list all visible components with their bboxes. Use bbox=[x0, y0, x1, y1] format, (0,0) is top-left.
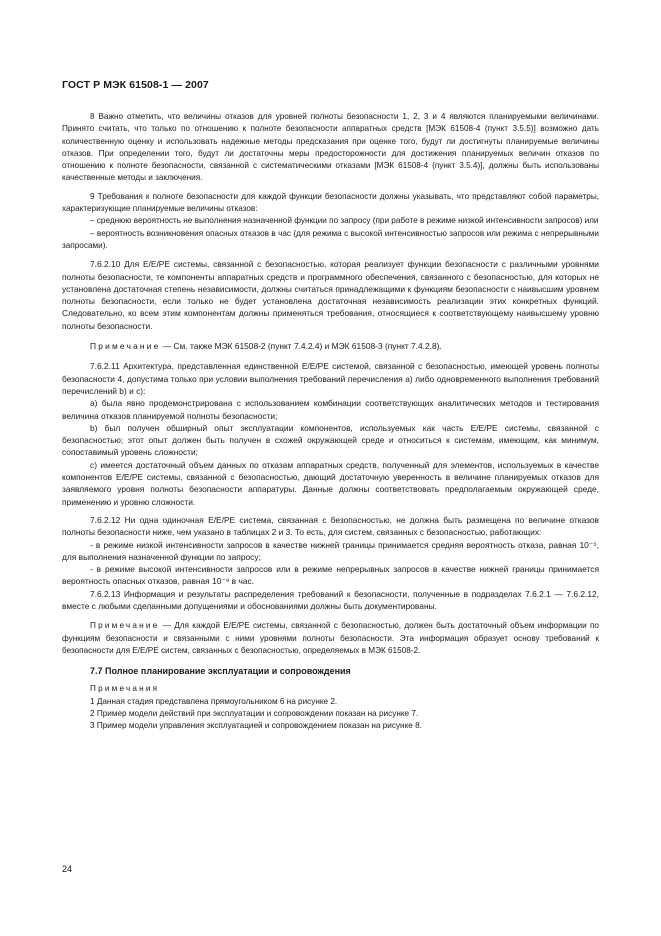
section-heading-7-7: 7.7 Полное планирование эксплуатации и сопровождения bbox=[90, 666, 351, 677]
note-2-text: — Для каждой Е/Е/РЕ системы, связанной с безопасностью, должен быть достаточный объем информации по функциям безопасности и связанными с ними уровнями полноты безопасности. Эта информация образует основу требований к безопасности для Е/Е/РЕ систем, связанных с безопасностью, определяемых в МЭК 61508-2. bbox=[62, 621, 599, 655]
notes-title: Примечания bbox=[90, 684, 160, 694]
paragraph-7-6-2-10: 7.6.2.10 Для Е/Е/РЕ системы, связанной с безопасностью, которая реализует функции безопасности с различными уровнями полноты безопасности, те компоненты аппаратных средств и программного обеспечения, связанного с безопасностью, для которых не установлена достаточная степень независимости, должны считаться принадлежащими к функциям безопасности с наивысшим уровнем полноты безопасности, если только не будет установлена достаточная независимость реализации этих конкретных функций. Следовательно, ко всем этим компонентам должны применяться требования, относящиеся к соответствующему наивысшему уровню полноты безопасности. bbox=[62, 259, 599, 331]
note-2-label: Примечание bbox=[90, 621, 160, 631]
paragraph-7-6-2-11-item-b: b) был получен обширный опыт эксплуатации компонентов, используемых как часть Е/Е/РЕ системы, связанной с безопасностью; этот опыт должен быть получен в схожей окружающей среде и относиться к системам, имеющим, как минимум, сопоставимый уровень сложности; bbox=[62, 422, 599, 458]
note-1-text: — См. также МЭК 61508-2 (пункт 7.4.2.4) и МЭК 61508-3 (пункт 7.4.2.8). bbox=[160, 341, 442, 352]
paragraph-note-9-item-a: – среднюю вероятность не выполнения назначенной функции по запросу (при работе в режиме низкой интенсивности запросов) или bbox=[90, 216, 599, 226]
note-item-3: 3 Пример модели управления эксплуатацией и сопровождением показан на рисунке 8. bbox=[90, 721, 422, 731]
paragraph-7-6-2-11-item-c: с) имеется достаточный объем данных по отказам аппаратных средств, полученный для элементов, используемых в качестве компонентов Е/Е/РЕ системы, связанной с безопасностью, дающий достаточную уверенность в величине планируемых отказов для заявляемого уровня полноты безопасности аппаратуры. Данные должны соответствовать предполагаемым окружающей среде, применению и уровню сложности. bbox=[62, 459, 599, 507]
page-number: 24 bbox=[62, 864, 73, 874]
paragraph-note-9: 9 Требования к полноте безопасности для каждой функции безопасности должны указывать, что представляют собой параметры, характеризующие планируемые величины отказов: bbox=[62, 191, 599, 214]
note-1 bbox=[62, 340, 599, 352]
paragraph-7-6-2-12-item-a: - в режиме низкой интенсивности запросов в качестве нижней границы принимается средняя вероятность отказа, равная 10⁻⁵, для выполнения назначенной функции по запросу; bbox=[62, 539, 599, 562]
paragraph-7-6-2-11: 7.6.2.11 Архитектура, представленная единственной Е/Е/РЕ системой, связанной с безопасностью, имеющей уровень полноты безопасности 4, допустима только при условии выполнения требований перечисления а) либо одновременного выполнения требований перечислений b) и с): bbox=[62, 361, 599, 396]
note-1-label: Примечание bbox=[90, 341, 161, 352]
paragraph-note-8: 8 Важно отметить, что величины отказов для уровней полноты безопасности 1, 2, 3 и 4 являются планируемыми величинами. Принято считать, что только по отношению к полноте безопасности аппаратных средств [МЭК 61508-4 (пункт 3.5.5)] возможно дать количественную оценку и использовать надежные методы предсказания при оценке того, будут ли достигнуты планируемые величины отказов. При определении того, будут ли достаточны меры предосторожности для достижения планируемых величин отказов по отношению к полноте безопасности, связанной с систематическими отказами [МЭК 61508-4 (пункт 3.5.4)], должны быть использованы качественные методы и заключения. bbox=[62, 112, 599, 183]
note-item-2: 2 Пример модели действий при эксплуатации и сопровождении показан на рисунке 7. bbox=[90, 709, 419, 719]
paragraph-7-6-2-13: 7.6.2.13 Информация и результаты распределения требований к безопасности, полученные в подразделах 7.6.2.1 — 7.6.2.12, вместе с любыми сделанными допущениями и обоснованиями должны быть документированы. bbox=[62, 588, 599, 611]
paragraph-note-9-item-b: – вероятность возникновения опасных отказов в час (для режима с высокой интенсивностью запросов или режима с непрерывными запросами). bbox=[62, 228, 599, 250]
document-header: ГОСТ Р МЭК 61508-1 — 2007 bbox=[62, 79, 209, 91]
paragraph-7-6-2-11-item-a: а) была явно продемонстрирована с использованием комбинации соответствующих аналитических методов и тестирования величина отказов планируемой полноты безопасности; bbox=[62, 398, 599, 421]
paragraph-7-6-2-12-item-b: - в режиме высокой интенсивности запросов или в режиме непрерывных запросов в качестве нижней границы принимается вероятность опасных отказов, равная 10⁻⁹ в час. bbox=[62, 564, 599, 587]
paragraph-7-6-2-12: 7.6.2.12 Ни одна одиночная Е/Е/РЕ система, связанная с безопасностью, не должна быть размещена по величине отказов полноты безопасности ниже, чем указано в таблицах 2 и 3. То есть, для систем, связанных с безопасностью, работающих: bbox=[62, 514, 599, 538]
note-item-1: 1 Данная стадия представлена прямоугольником 6 на рисунке 2. bbox=[90, 696, 338, 706]
document-body bbox=[62, 111, 599, 733]
note-2 bbox=[62, 620, 599, 657]
